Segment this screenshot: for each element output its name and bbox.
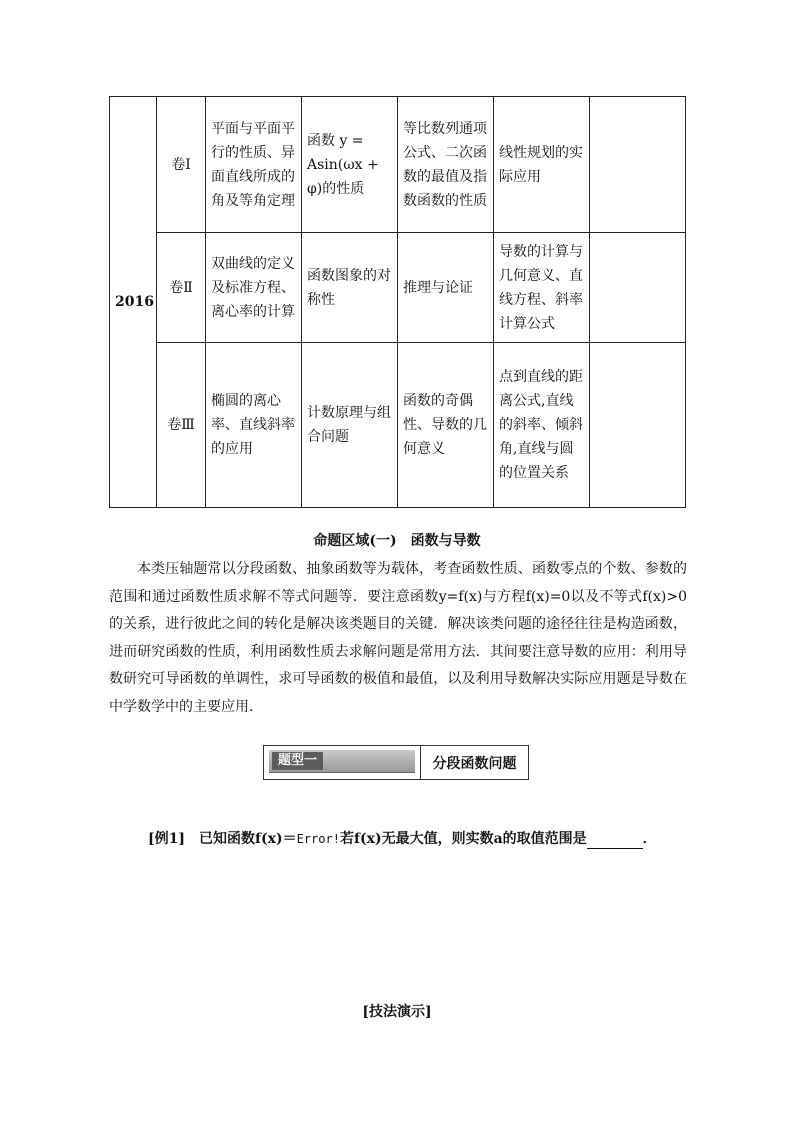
topic-cell: 导数的计算与几何意义、直线方程、斜率计算公式 bbox=[494, 233, 590, 343]
volume-cell: 卷Ⅲ bbox=[157, 343, 206, 508]
topic-cell: 等比数列通项公式、二次函数的最值及指数函数的性质 bbox=[398, 97, 494, 233]
topic-cell bbox=[590, 343, 686, 508]
technique-demo-label: [技法演示] bbox=[362, 1004, 432, 1020]
topic-cell: 函数 y = Asin(ωx + φ)的性质 bbox=[302, 97, 398, 233]
section-title: 命题区域(一) 函数与导数 bbox=[313, 533, 481, 549]
question-type-header bbox=[263, 745, 529, 780]
answer-blank[interactable] bbox=[587, 834, 643, 849]
example-prefix: [例1] 已知函数f(x)＝ bbox=[148, 831, 297, 847]
topic-cell: 函数的奇偶性、导数的几何意义 bbox=[398, 343, 494, 508]
topic-cell: 椭圆的离心率、直线斜率的应用 bbox=[206, 343, 302, 508]
question-type-label-area bbox=[264, 746, 421, 779]
example-question bbox=[148, 829, 708, 849]
topic-cell: 双曲线的定义及标准方程、离心率的计算 bbox=[206, 233, 302, 343]
question-type-label: 题型一 bbox=[272, 752, 323, 770]
example-end: ． bbox=[642, 831, 657, 847]
table-row bbox=[110, 343, 686, 508]
topic-cell: 函数图象的对称性 bbox=[302, 233, 398, 343]
example-suffix: 若f(x)无最大值，则实数a的取值范围是 bbox=[339, 831, 587, 847]
exam-topics-table bbox=[109, 96, 686, 508]
question-type-title: 分段函数问题 bbox=[432, 755, 517, 772]
topic-cell bbox=[590, 97, 686, 233]
intro-paragraph: 本类压轴题常以分段函数、抽象函数等为载体，考查函数性质、函数零点的个数、参数的范围和通过函数性质求解不等式问题等．要注意函数y=f(x)与方程f(x)=0以及不等式f(x)>0的关系，进行彼此之间的转化是解决该类题目的关键．解决该类问题的途径往往是构造函数，进而研究函数的性质，利用函数性质去求解问题是常用方法．其间要注意导数的应用：利用导数研究可导函数的单调性，求可导函数的极值和最值，以及利用导数解决实际应用题是导数在中学数学中的主要应用． bbox=[109, 561, 687, 715]
topic-cell: 点到直线的距离公式,直线的斜率、倾斜角,直线与圆的位置关系 bbox=[494, 343, 590, 508]
year-cell: 2016 bbox=[110, 97, 157, 508]
table-row bbox=[110, 233, 686, 343]
topic-cell: 计数原理与组合问题 bbox=[302, 343, 398, 508]
topic-cell: 线性规划的实际应用 bbox=[494, 97, 590, 233]
label-bar bbox=[269, 750, 415, 773]
topic-cell bbox=[590, 233, 686, 343]
table-row bbox=[110, 97, 686, 233]
topic-cell: 推理与论证 bbox=[398, 233, 494, 343]
topic-cell: 平面与平面平行的性质、异面直线所成的角及等角定理 bbox=[206, 97, 302, 233]
volume-cell: 卷Ⅱ bbox=[157, 233, 206, 343]
volume-cell: 卷Ⅰ bbox=[157, 97, 206, 233]
formula-error: Error! bbox=[296, 832, 340, 846]
